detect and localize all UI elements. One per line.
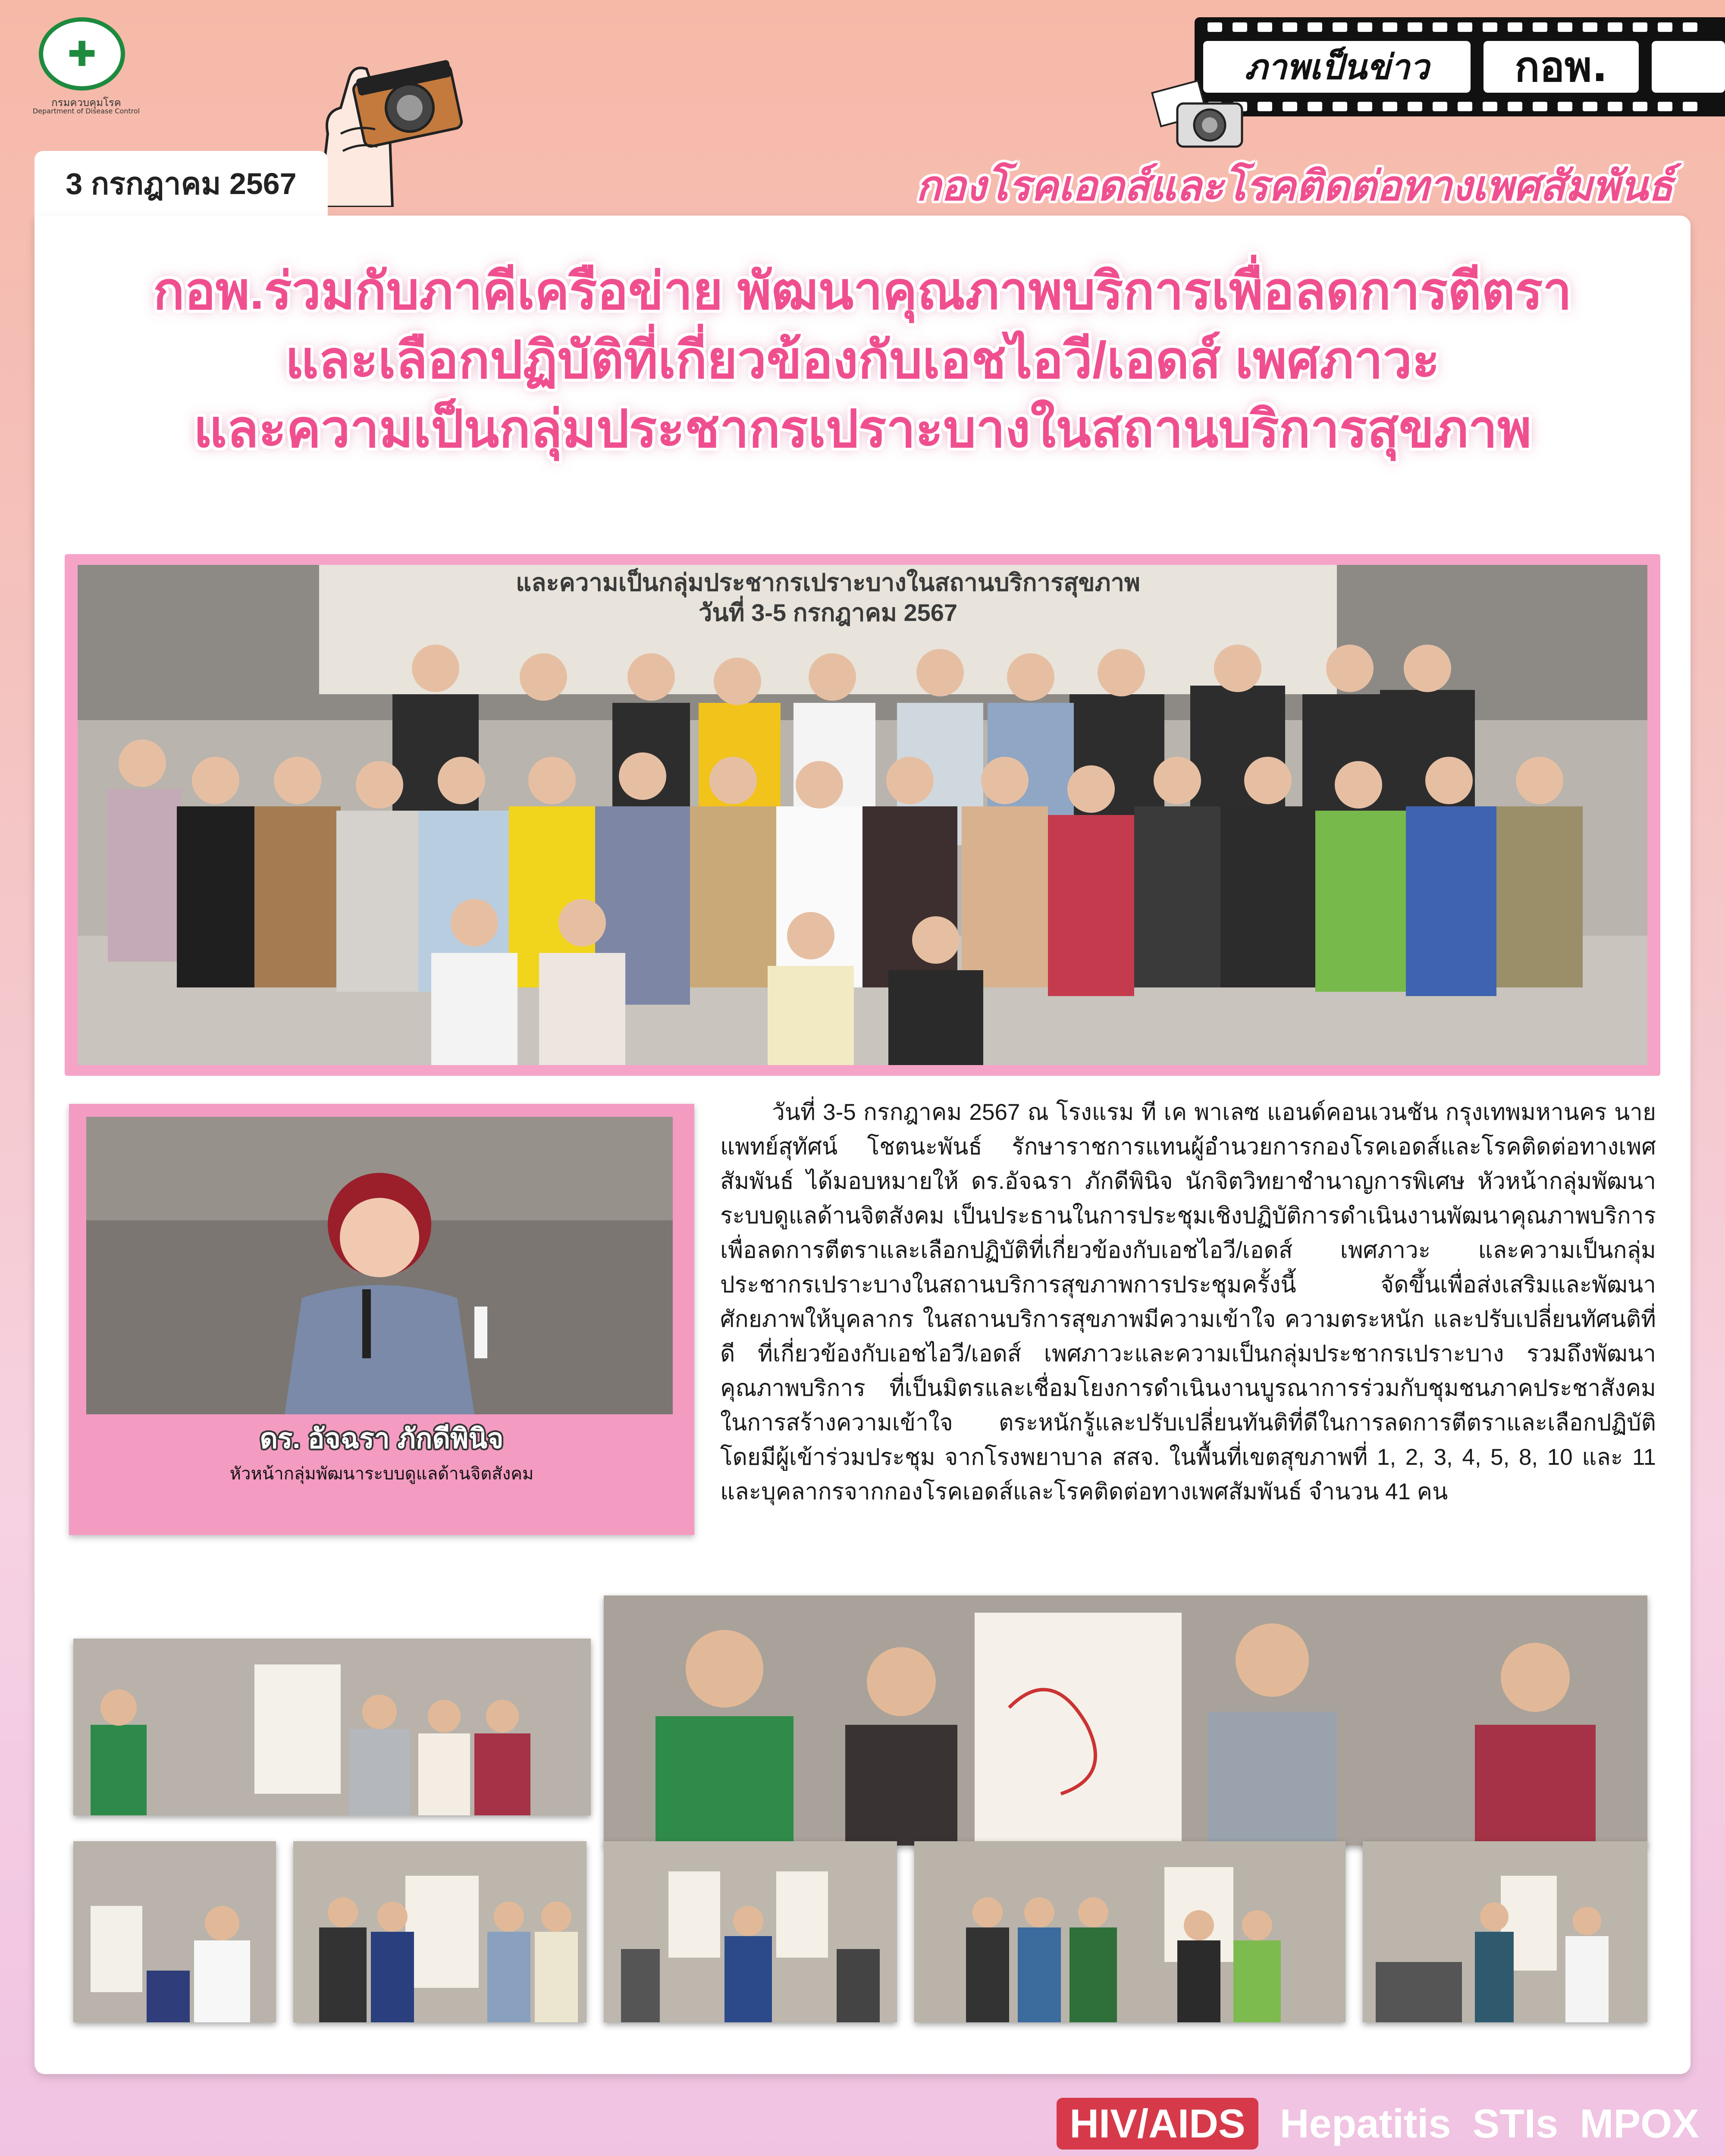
organization-name: กองโรคเอดส์และโรคติดต่อทางเพศสัมพันธ์ (916, 163, 1673, 209)
headline-line-3: และความเป็นกลุ่มประชากรเปราะบางในสถานบริการสุขภาพ (193, 400, 1532, 458)
group-photo (78, 565, 1647, 1065)
film-label-news: ภาพเป็นข่าว (1203, 41, 1471, 93)
filmstrip-banner (1195, 17, 1725, 116)
logo-emblem-icon: ✚ (39, 17, 125, 91)
tag-mpox: MPOX (1580, 2101, 1699, 2146)
portrait-role: หัวหน้ากลุ่มพัฒนาระบบดูแลด้านจิตสังคม (229, 1464, 534, 1483)
camera-photos-icon (1147, 73, 1251, 151)
ddc-logo (32, 17, 140, 115)
activity-photo-3 (73, 1841, 276, 2022)
article-paragraph: วันที่ 3-5 กรกฎาคม 2567 ณ โรงแรม ที เค พาเลซ แอนด์คอนเวนชัน กรุงเทพมหานคร นายแพทย์สุทัศน์ โชตนะพันธ์ รักษาราชการแทนผู้อำนวยการกองโรคเอดส์และโรคติดต่อทางเพศสัมพันธ์ ได้มอบหมายให้ ดร.อัจฉรา ภักดีพินิจ นักจิตวิทยาชำนาญการพิเศษ หัวหน้ากลุ่มพัฒนาระบบดูแลด้านจิตสังคม เป็นประธานในการประชุมเชิงปฏิบัติการดำเนินงานพัฒนาคุณภาพบริการเพื่อลดการตีตราและเลือกปฏิบัติที่เกี่ยวข้องกับเอชไอวี/เอดส์ เพศภาวะ และความเป็นกลุ่มประชากรเปราะบางในสถานบริการสุขภาพการประชุมครั้งนี้ จัดขึ้นเพื่อส่งเสริมและพัฒนาศักยภาพให้บุคลากร ในสถานบริการสุขภาพมีความเข้าใจ ความตระหนัก และปรับเปลี่ยนทัศนติที่ดี ที่เกี่ยวข้องกับเอชไอวี/เอดส์ เพศภาวะและความเป็นกลุ่มประชากรเปราะบาง รวมถึงพัฒนาคุณภาพบริการ ที่เป็นมิตรและเชื่อมโยงการดำเนินงานบูรณาการร่วมกับชุมชนภาคประชาสังคม ในการสร้างความเข้าใจ ตระหนักรู้และปรับเปลี่ยนทันติที่ดีในการลดการตีตราและเลือกปฏิบัติ โดยมีผู้เข้าร่วมประชุม จากโรงพยาบาล สสจ. ในพื้นที่เขตสุขภาพที่ 1, 2, 3, 4, 5, 8, 10 และ 11 และบุคลากรจากกองโรคเอดส์และโรคติดต่อทางเพศสัมพันธ์ จำนวน 41 คน (720, 1100, 1656, 1504)
activity-photo-7 (1363, 1841, 1647, 2022)
logo-caption-thai: กรมควบคุมโรค (51, 97, 121, 109)
headline (0, 257, 1725, 464)
banner-text-line-1: และความเป็นกลุ่มประชากรเปราะบางในสถานบริการสุขภาพ (516, 569, 1140, 596)
activity-photo-6 (914, 1841, 1346, 2022)
film-holes-top (1195, 22, 1725, 32)
activity-photo-1 (73, 1639, 591, 1815)
activity-photo-5 (604, 1841, 897, 2022)
film-label-gop: กอพ. (1484, 41, 1639, 93)
topic-tags (1057, 2096, 1699, 2152)
portrait-name: ดร. อัจฉรา ภักดีพินิจ (260, 1423, 504, 1454)
activity-photo-4 (293, 1841, 586, 2022)
tag-hepatitis: Hepatitis (1280, 2101, 1451, 2146)
headline-line-1: กอพ.ร่วมกับภาคีเครือข่าย พัฒนาคุณภาพบริการเพื่อลดการตีตรา (153, 262, 1572, 320)
tag-hiv-aids: HIV/AIDS (1057, 2098, 1258, 2150)
article-body (73, 1095, 1656, 1509)
text-wrap-spacer (73, 1095, 720, 1501)
banner-text-line-2: วันที่ 3-5 กรกฎาคม 2567 (698, 599, 958, 626)
logo-caption-english: Department of Disease Control (32, 107, 140, 115)
tag-stis: STIs (1472, 2101, 1559, 2146)
activity-photo-2 (604, 1595, 1647, 1846)
film-holes-bottom (1195, 102, 1725, 111)
headline-line-2: และเลือกปฏิบัติที่เกี่ยวข้องกับเอชไอวี/เอดส์ เพศภาวะ (285, 331, 1440, 389)
date-label: 3 กรกฎาคม 2567 (34, 151, 328, 216)
film-frame-blank (1652, 41, 1725, 93)
